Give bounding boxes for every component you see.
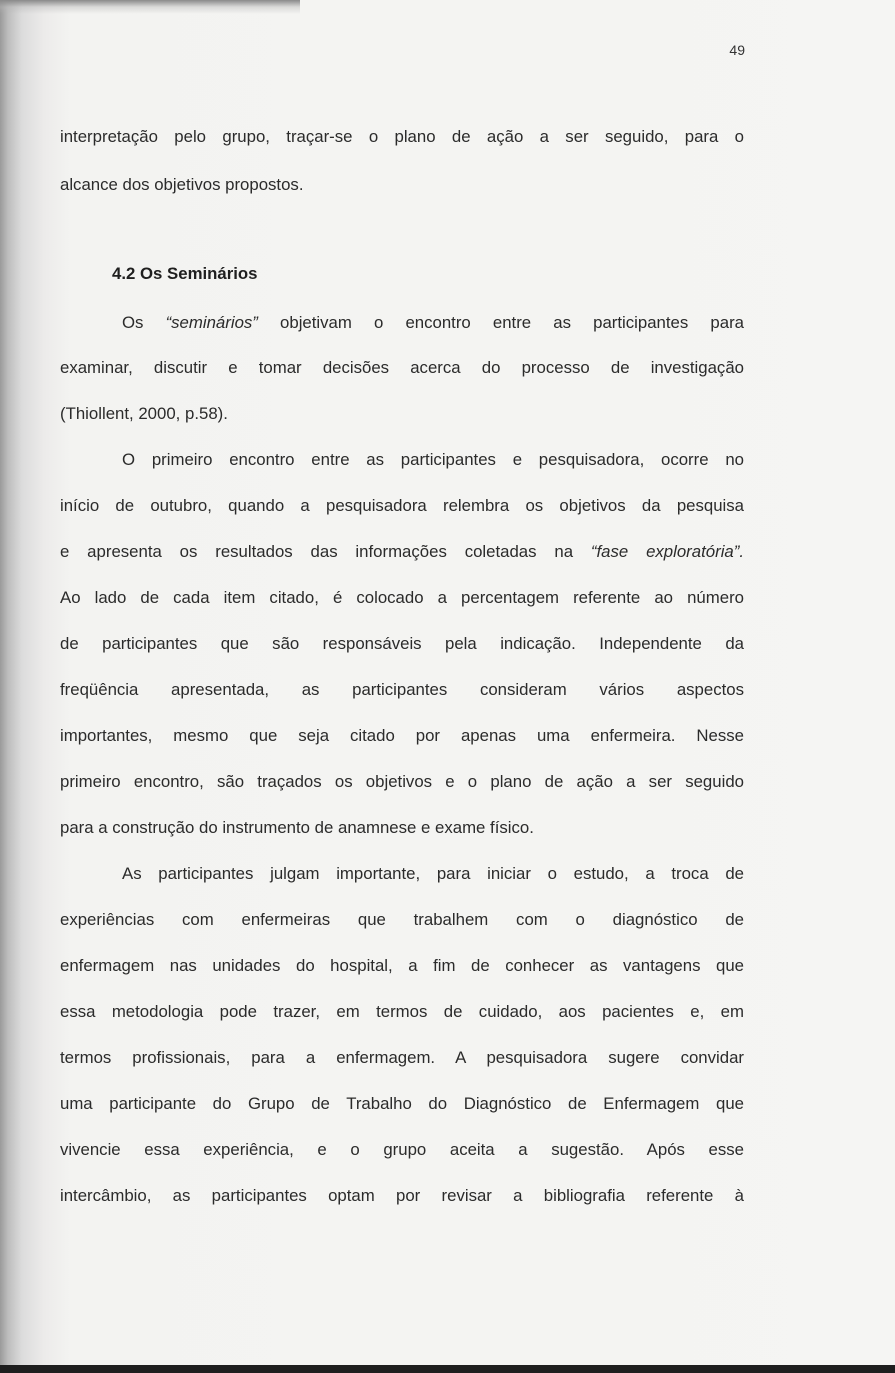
body-line: interpretação pelo grupo, traçar-se o plano de ação a ser seguido, para o: [60, 127, 744, 146]
body-line: freqüência apresentada, as participantes consideram vários aspectos: [60, 680, 744, 699]
emphasized-term: “fase exploratória”.: [590, 542, 744, 561]
body-line: primeiro encontro, são traçados os objetivos e o plano de ação a ser seguido: [60, 772, 744, 791]
body-line: início de outubro, quando a pesquisadora relembra os objetivos da pesquisa: [60, 496, 744, 515]
body-line: uma participante do Grupo de Trabalho do Diagnóstico de Enfermagem que: [60, 1094, 744, 1113]
emphasized-term: “seminários”: [165, 313, 258, 332]
scan-shadow-top: [0, 0, 300, 14]
body-line: experiências com enfermeiras que trabalhem com o diagnóstico de: [60, 910, 744, 929]
body-line: O primeiro encontro entre as participantes e pesquisadora, ocorre no: [122, 450, 744, 469]
scan-edge-bottom: [0, 1365, 895, 1373]
body-line: enfermagem nas unidades do hospital, a fim de conhecer as vantagens que: [60, 956, 744, 975]
body-line: Ao lado de cada item citado, é colocado a percentagem referente ao número: [60, 588, 744, 607]
body-line: [122, 313, 744, 333]
body-line: termos profissionais, para a enfermagem. A pesquisadora sugere convidar: [60, 1048, 744, 1067]
body-line: vivencie essa experiência, e o grupo aceita a sugestão. Após esse: [60, 1140, 744, 1159]
body-line: importantes, mesmo que seja citado por apenas uma enfermeira. Nesse: [60, 726, 744, 745]
body-line: examinar, discutir e tomar decisões acerca do processo de investigação: [60, 358, 744, 377]
body-text: Os: [122, 313, 166, 332]
body-line: alcance dos objetivos propostos.: [60, 175, 304, 194]
body-line: [60, 542, 744, 562]
body-line: (Thiollent, 2000, p.58).: [60, 404, 228, 423]
body-line: As participantes julgam importante, para iniciar o estudo, a troca de: [122, 864, 744, 883]
body-text: e apresenta os resultados das informações coletadas na: [60, 542, 591, 561]
body-line: para a construção do instrumento de anamnese e exame físico.: [60, 818, 534, 837]
body-line: intercâmbio, as participantes optam por revisar a bibliografia referente à: [60, 1186, 744, 1205]
section-heading: 4.2 Os Seminários: [112, 264, 258, 283]
body-line: de participantes que são responsáveis pela indicação. Independente da: [60, 634, 744, 653]
page-number: 49: [729, 42, 745, 58]
body-line: essa metodologia pode trazer, em termos de cuidado, aos pacientes e, em: [60, 1002, 744, 1021]
body-text: objetivam o encontro entre as participantes para: [257, 313, 744, 332]
